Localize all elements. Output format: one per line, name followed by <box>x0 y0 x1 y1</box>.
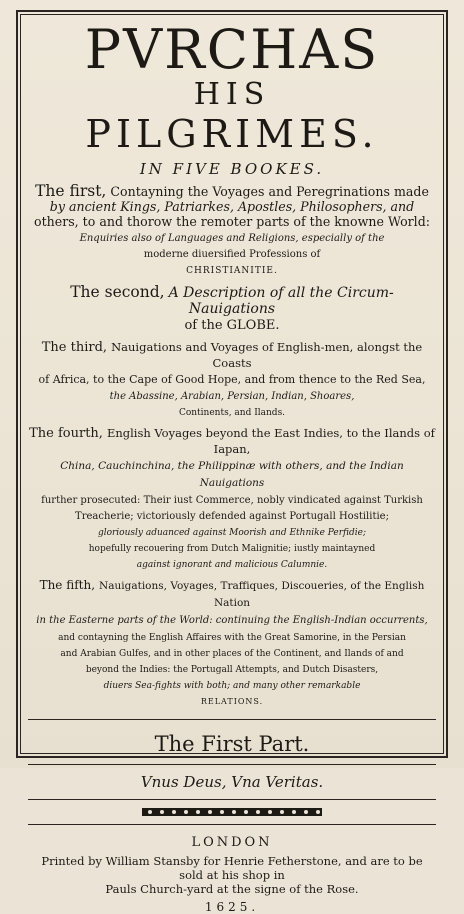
ornament-icon <box>142 806 322 818</box>
imprint-year: 1625. <box>204 900 260 914</box>
book-5-line-1: Nauigations, Voyages, Traffiques, Discoueries, of the English Nation <box>99 580 425 609</box>
book-4-line-2: China, Cauchinchina, the Philippinæ with others, and the Indian Nauigations <box>60 460 404 489</box>
book-5-lead: The fifth, <box>39 578 96 592</box>
book-5-description <box>28 577 436 709</box>
book-2-lead: The second, <box>70 283 165 301</box>
book-1-line-1: Contayning the Voyages and Peregrinations made <box>110 184 429 199</box>
book-3-lead: The third, <box>41 340 108 355</box>
book-4-line-1: English Voyages beyond the East Indies, to the Ilands of Iapan, <box>106 426 435 456</box>
book-2-line-2: of the GLOBE. <box>184 318 280 333</box>
rule-above-part <box>28 719 436 720</box>
book-4-line-7: against ignorant and malicious Calumnie. <box>136 560 328 570</box>
book-3-description <box>28 339 436 419</box>
rule-above-imprint <box>28 824 436 825</box>
title-line-3: PILGRIMES. <box>85 112 379 156</box>
book-5-line-7: RELATIONS. <box>200 697 264 706</box>
part-heading: The First Part. <box>154 732 310 756</box>
book-4-lead: The fourth, <box>29 426 103 441</box>
book-1-line-3: others, to and thorow the remoter parts of the knowne World: <box>33 214 430 229</box>
book-4-description <box>28 425 436 571</box>
rule-below-part <box>28 764 436 765</box>
book-4-line-6: hopefully recouering from Dutch Malignitie; iustly maintayned <box>88 544 376 554</box>
book-4-line-4: Treacherie; victoriously defended against Portugall Hostilitie; <box>75 511 389 522</box>
imprint-line-1: Printed by William Stansby for Henrie Fetherstone, and are to be sold at his shop in <box>41 854 423 882</box>
book-3-line-1: Nauigations and Voyages of English-men, alongst the Coasts <box>111 340 423 370</box>
book-1-description <box>28 184 436 279</box>
title-content <box>28 14 436 914</box>
book-3-line-2: of Africa, to the Cape of Good Hope, and from thence to the Red Sea, <box>38 373 426 386</box>
motto: Vnus Deus, Vna Veritas. <box>140 773 324 791</box>
book-3-line-4: Continents, and Ilands. <box>178 408 286 418</box>
subtitle: IN FIVE BOOKES. <box>139 160 325 178</box>
imprint-city: LONDON <box>191 835 273 850</box>
book-1-line-2: by ancient Kings, Patriarkes, Apostles, Philosophers, and <box>49 199 415 214</box>
title-line-2: HIS <box>193 77 271 112</box>
book-5-line-4: and Arabian Gulfes, and in other places of the Continent, and Ilands of and <box>60 649 404 659</box>
ornament-band <box>142 806 322 818</box>
book-5-line-2: in the Easterne parts of the World: continuing the English-Indian occurrents, <box>36 615 428 626</box>
title-line-1: PVRCHAS <box>84 18 380 81</box>
book-3-line-3: the Abassine, Arabian, Persian, Indian, Shoares, <box>109 391 355 402</box>
book-5-line-5: beyond the Indies: the Portugall Attempts, and Dutch Disasters, <box>85 665 379 675</box>
imprint-line-2: Pauls Church-yard at the signe of the Rose. <box>105 882 359 896</box>
book-5-line-3: and contayning the English Affaires with the Great Samorine, in the Persian <box>58 633 406 643</box>
book-5-line-6: diuers Sea-fights with both; and many other remarkable <box>103 681 361 691</box>
book-2-description <box>28 285 436 333</box>
rule-below-motto <box>28 799 436 800</box>
book-1-line-6: CHRISTIANITIE. <box>186 266 278 276</box>
book-1-lead: The first, <box>35 182 107 200</box>
book-4-line-5: gloriously aduanced against Moorish and Ethnike Perfidie; <box>97 528 367 538</box>
book-1-line-5: moderne diuersified Professions of <box>143 249 321 260</box>
book-1-line-4: Enquiries also of Languages and Religions, especially of the <box>79 233 385 244</box>
book-4-line-3: further prosecuted: Their iust Commerce, nobly vindicated against Turkish <box>41 495 423 506</box>
book-2-line-1: A Description of all the Circum-Nauigations <box>168 285 394 317</box>
